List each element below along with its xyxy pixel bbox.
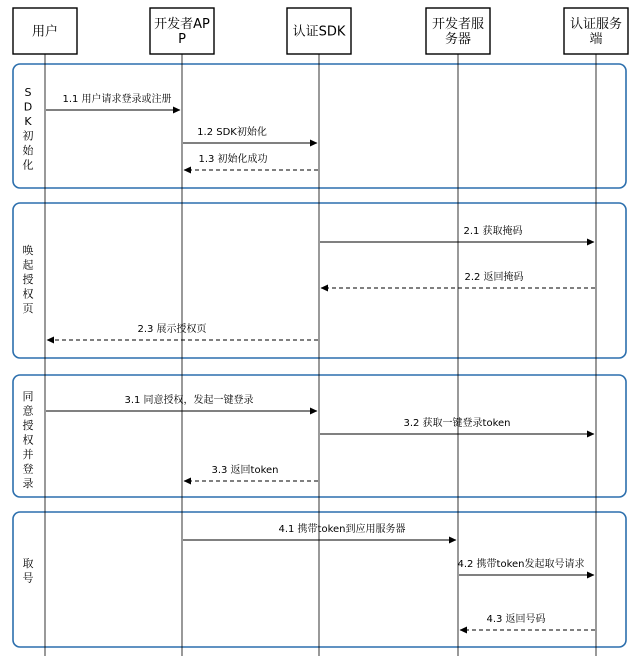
participant-label: 认证SDK <box>292 24 346 40</box>
phase-label-char: 唤 <box>22 244 34 257</box>
phase-frame <box>13 375 626 497</box>
phase-auth-page <box>13 203 626 358</box>
participant-label: 开发者服 <box>431 17 485 32</box>
phase-label-char: 号 <box>22 571 34 585</box>
phase-label-char: 起 <box>22 258 34 272</box>
phase-label-char: 授 <box>22 273 34 286</box>
participant-label: 认证服务 <box>569 17 623 32</box>
message-label: 1.3 初始化成功 <box>198 154 268 165</box>
phase-label-char: 录 <box>22 477 34 490</box>
phase-label-char: 权 <box>22 287 34 301</box>
phase-label-char: 权 <box>22 433 34 447</box>
message-label: 3.2 获取一键登录token <box>403 418 511 429</box>
phase-label-char: 化 <box>22 158 34 172</box>
message-label: 4.2 携带token发起取号请求 <box>457 559 585 570</box>
message-label: 1.1 用户请求登录或注册 <box>62 94 172 105</box>
participant-label: 开发者AP <box>154 17 210 32</box>
participant-label: 务器 <box>444 32 472 47</box>
phase-label-char: 始 <box>22 144 34 157</box>
phase-label-char: 初 <box>22 129 34 143</box>
phase-label-char: 登 <box>22 462 34 476</box>
message-label: 2.2 返回掩码 <box>464 272 524 283</box>
phase-consent-login <box>13 375 626 497</box>
phase-sdk-init <box>13 64 626 188</box>
phase-label-char: 取 <box>22 557 34 570</box>
phase-label-char: 授 <box>22 419 34 432</box>
message-label: 3.1 同意授权，发起一键登录 <box>124 395 254 406</box>
participant-label: P <box>178 32 186 47</box>
phase-label-char: 并 <box>22 448 34 461</box>
phase-frame <box>13 64 626 188</box>
message-label: 4.1 携带token到应用服务器 <box>278 524 406 535</box>
phase-label-char: 意 <box>22 404 34 418</box>
message-label: 1.2 SDK初始化 <box>197 127 267 138</box>
phase-label-char: D <box>23 100 33 114</box>
message-label: 2.1 获取掩码 <box>463 226 523 237</box>
phase-label-char: 同 <box>22 390 34 403</box>
phase-label-char: S <box>24 86 32 99</box>
phase-label-char: 页 <box>22 302 34 315</box>
message-label: 4.3 返回号码 <box>486 614 546 625</box>
phase-label-char: K <box>24 115 32 128</box>
participant-label: 端 <box>589 32 603 47</box>
message-label: 2.3 展示授权页 <box>137 324 207 335</box>
participant-sdk <box>287 8 351 54</box>
participant-dev_server <box>426 8 490 54</box>
participant-user <box>13 8 77 54</box>
participant-label: 用户 <box>31 24 59 40</box>
phase-frame <box>13 203 626 358</box>
participant-auth_server <box>564 8 628 54</box>
participant-dev_app <box>150 8 214 54</box>
message-label: 3.3 返回token <box>211 465 279 476</box>
